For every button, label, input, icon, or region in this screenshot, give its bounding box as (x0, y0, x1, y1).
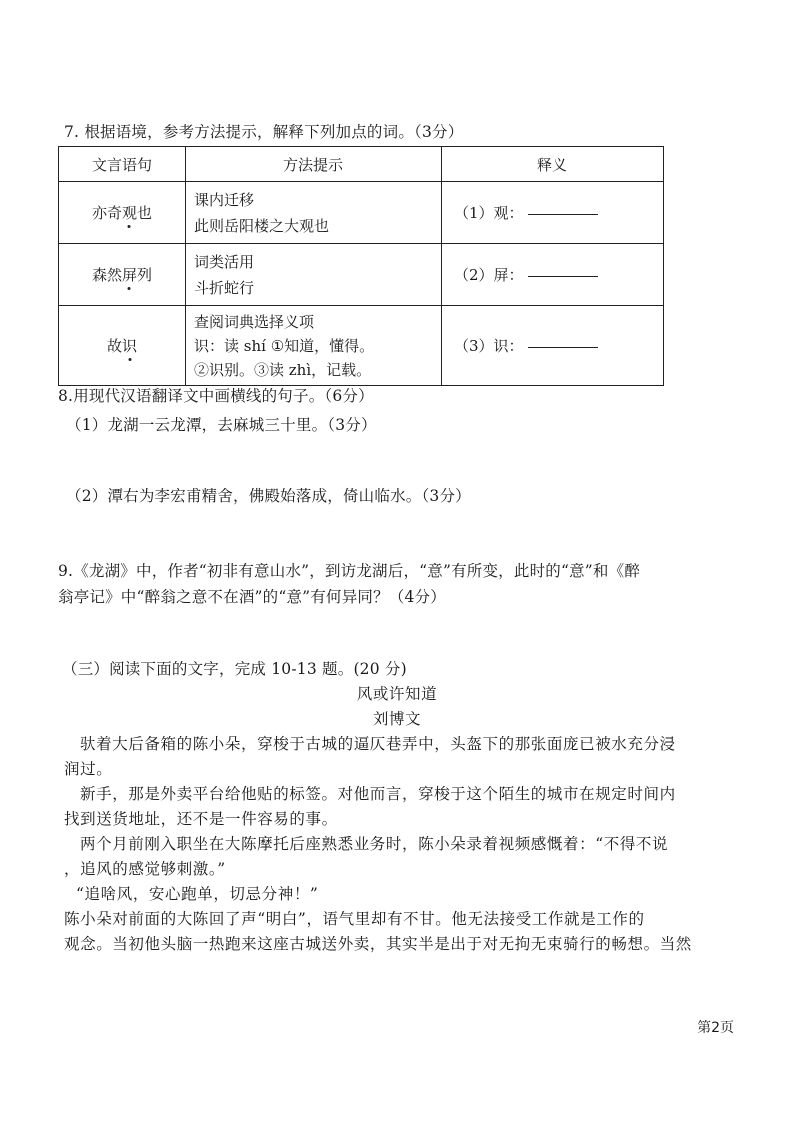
story-line: “追啥风，安心跑单，切忌分神！” (76, 885, 319, 903)
answer-blank[interactable] (528, 214, 598, 215)
story-line: ，追风的感觉够刺激。” (64, 860, 226, 878)
story-body (64, 732, 744, 957)
q7-title: 7. 根据语境，参考方法提示，解释下列加点的词。（3分） (64, 123, 464, 141)
table-row (59, 182, 664, 244)
sentence-text: 故 (106, 337, 122, 355)
story-title: 风或许知道 (356, 685, 438, 703)
hint-line: 识：读 shí ①知道，懂得。 (194, 336, 375, 355)
dotted-word: 观 (121, 204, 137, 222)
hint-cell (186, 306, 442, 386)
hint-line: 词类活用 (194, 252, 255, 271)
story-line: 陈小朵对前面的大陈回了声“明白”，语气里却有不甘。他无法接受工作就是工作的 (64, 910, 645, 928)
sentence-cell (59, 182, 186, 244)
hint-line: 课内迁移 (194, 190, 255, 209)
hint-cell (186, 244, 442, 306)
q9-line1: 9.《龙湖》中，作者“初非有意山水”，到访龙湖后，“意”有所变，此时的“意”和《醉 (58, 562, 641, 580)
hint-line: 斗折蛇行 (194, 278, 255, 297)
answer-cell (442, 244, 664, 306)
answer-label: （1）观： (454, 204, 524, 222)
story-line: 新手，那是外卖平台给他贴的标签。对他而言，穿梭于这个陌生的城市在规定时间内 (80, 785, 676, 803)
q8-sub1: （1）龙湖一云龙潭，去麻城三十里。（3分） (66, 416, 377, 434)
page-number: 第2页 (697, 1020, 734, 1036)
answer-blank[interactable] (528, 276, 598, 277)
sentence-text: 森然 (91, 266, 122, 284)
answer-cell (442, 182, 664, 244)
sentence-cell (59, 244, 186, 306)
q8-title: 8.用现代汉语翻译文中画横线的句子。（6分） (58, 387, 374, 405)
sentence-cell (59, 306, 186, 386)
hint-line: 此则岳阳楼之大观也 (194, 216, 330, 235)
header-sentence: 文言语句 (59, 147, 186, 182)
table-row (59, 306, 664, 386)
answer-blank[interactable] (528, 347, 598, 348)
answer-cell (442, 306, 664, 386)
answer-label: （3）识： (454, 337, 524, 355)
table-row (59, 244, 664, 306)
dotted-word: 屏 (121, 266, 137, 284)
q9-line2: 翁亭记》中“醉翁之意不在酒”的“意”有何异同？（4分） (58, 588, 446, 606)
q7-table (58, 146, 664, 386)
story-line: 驮着大后备箱的陈小朵，穿梭于古城的逼仄巷弄中，头盔下的那张面庞已被水充分浸 (80, 735, 676, 753)
hint-line: 查阅词典选择义项 (194, 312, 315, 331)
section3-heading: （三）阅读下面的文字，完成 10-13 题。(20 分) (62, 660, 407, 678)
header-meaning: 释义 (442, 147, 664, 182)
story-line: 找到送货地址，还不是一件容易的事。 (64, 810, 338, 828)
header-hint: 方法提示 (186, 147, 442, 182)
story-line: 润过。 (64, 760, 113, 778)
q8-sub2: （2）潭右为李宏甫精舍，佛殿始落成，倚山临水。（3分） (66, 487, 471, 505)
hint-line: ②识别。③读 zhì，记载。 (194, 360, 372, 379)
sentence-text: 也 (137, 204, 153, 222)
story-author: 刘博文 (372, 710, 422, 728)
hint-cell (186, 182, 442, 244)
story-line: 观念。当初他头脑一热跑来这座古城送外卖，其实半是出于对无拘无束骑行的畅想。当然 (64, 935, 692, 953)
story-line: 两个月前刚入职坐在大陈摩托后座熟悉业务时，陈小朵录着视频感慨着：“不得不说 (80, 835, 669, 853)
answer-label: （2）屏： (454, 266, 524, 284)
sentence-text: 亦奇 (91, 204, 122, 222)
dotted-word: 识 (122, 337, 138, 355)
sentence-text: 列 (137, 266, 153, 284)
